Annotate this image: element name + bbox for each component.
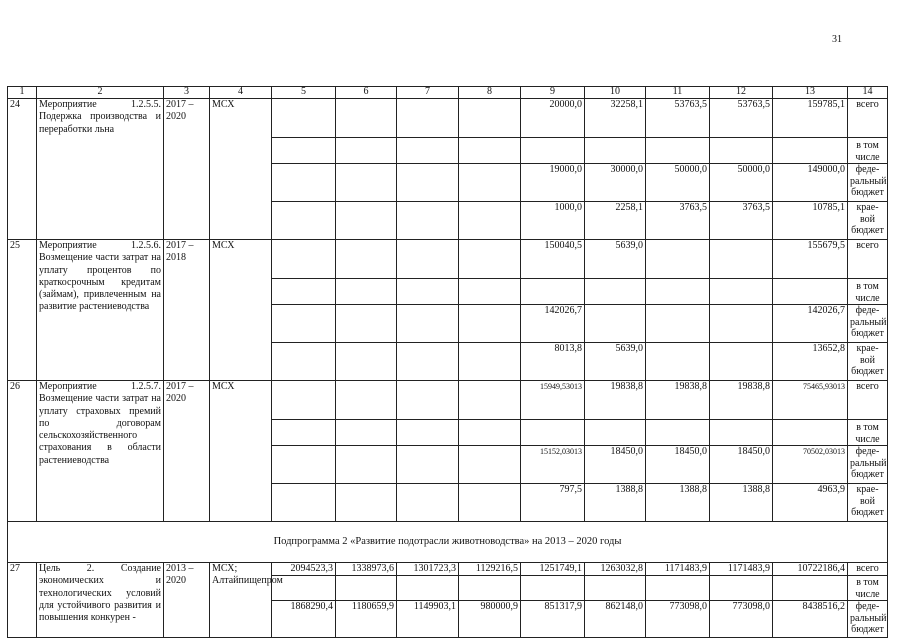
value-cell: 980000,9 [459,601,521,638]
table-row [8,99,888,138]
value-cell: 15152,03013 [521,446,585,484]
value-cell [521,279,585,305]
value-cell [646,305,710,343]
value-cell [459,240,521,279]
subprogram-row [8,522,888,563]
value-cell [336,420,397,446]
value-cell [459,484,521,522]
value-cell: 20000,0 [521,99,585,138]
value-cell: 1263032,8 [585,563,646,576]
value-cell: 773098,0 [646,601,710,638]
value-cell: 18450,0 [646,446,710,484]
period: 2017 – 2020 [164,99,210,240]
executor: МСХ [210,240,272,381]
value-cell [397,446,459,484]
value-cell [646,420,710,446]
value-cell [272,138,336,164]
value-cell [397,279,459,305]
header-cell: 4 [210,87,272,99]
executor: МСХ [210,99,272,240]
value-cell: 10722186,4 [773,563,848,576]
header-cell: 8 [459,87,521,99]
value-cell [272,164,336,202]
value-cell: 53763,5 [710,99,773,138]
value-cell [646,138,710,164]
value-cell [397,138,459,164]
value-cell: 159785,1 [773,99,848,138]
value-cell [773,420,848,446]
value-cell: 2094523,3 [272,563,336,576]
value-cell [272,279,336,305]
value-cell: 1171483,9 [646,563,710,576]
value-cell: 8013,8 [521,343,585,381]
page-number: 31 [832,34,842,45]
header-cell: 12 [710,87,773,99]
value-cell [710,279,773,305]
value-cell [459,164,521,202]
value-cell [272,381,336,420]
label-federal: феде- ральный бюджет [848,164,888,202]
value-cell [521,420,585,446]
value-cell [397,484,459,522]
value-cell [585,138,646,164]
value-cell [272,446,336,484]
label-federal: феде- ральный бюджет [848,601,888,638]
value-cell: 30000,0 [585,164,646,202]
value-cell: 50000,0 [646,164,710,202]
value-cell [459,99,521,138]
value-cell: 18450,0 [710,446,773,484]
value-cell [397,99,459,138]
label-total: всего [848,563,888,576]
budget-table [7,86,888,638]
value-cell: 1388,8 [646,484,710,522]
value-cell: 851317,9 [521,601,585,638]
value-cell [459,343,521,381]
value-cell [397,381,459,420]
executor: МСХ; Алтайпищепром [210,563,272,638]
label-federal: феде- ральный бюджет [848,305,888,343]
table-row [8,563,888,576]
value-cell [336,164,397,202]
value-cell: 1338973,6 [336,563,397,576]
value-cell [710,343,773,381]
value-cell: 19000,0 [521,164,585,202]
value-cell [710,305,773,343]
value-cell: 1868290,4 [272,601,336,638]
value-cell [710,138,773,164]
label-total: всего [848,240,888,279]
header-cell: 11 [646,87,710,99]
value-cell: 142026,7 [521,305,585,343]
value-cell [459,576,521,601]
label-including: в том числе [848,576,888,601]
value-cell: 53763,5 [646,99,710,138]
value-cell: 149000,0 [773,164,848,202]
goal-name: Цель 2. Создание экономических и технологических условий для устойчивого развития и повышения конкурен - [37,563,164,638]
value-cell [773,576,848,601]
value-cell [397,343,459,381]
value-cell [336,381,397,420]
value-cell [336,279,397,305]
value-cell [585,420,646,446]
value-cell [521,576,585,601]
value-cell [585,305,646,343]
value-cell: 8438516,2 [773,601,848,638]
value-cell [521,138,585,164]
measure-name: Мероприятие 1.2.5.7. Возмещение части затрат на уплату страховых премий по договорам сельскохозяйственного страхования в области растениеводства [37,381,164,522]
value-cell: 142026,7 [773,305,848,343]
executor: МСХ [210,381,272,522]
row-number: 25 [8,240,37,381]
label-total: всего [848,381,888,420]
value-cell [397,420,459,446]
label-including: в том числе [848,138,888,164]
value-cell [646,576,710,601]
value-cell [397,305,459,343]
value-cell: 15949,53013 [521,381,585,420]
value-cell [272,420,336,446]
period: 2017 – 2020 [164,381,210,522]
value-cell [459,381,521,420]
value-cell: 70502,03013 [773,446,848,484]
label-including: в том числе [848,279,888,305]
value-cell [773,279,848,305]
value-cell [710,576,773,601]
value-cell: 150040,5 [521,240,585,279]
value-cell: 10785,1 [773,202,848,240]
value-cell [336,576,397,601]
value-cell [459,446,521,484]
value-cell: 3763,5 [646,202,710,240]
value-cell: 1149903,1 [397,601,459,638]
value-cell [336,138,397,164]
value-cell [710,240,773,279]
header-cell: 2 [37,87,164,99]
header-cell: 7 [397,87,459,99]
value-cell: 32258,1 [585,99,646,138]
value-cell: 797,5 [521,484,585,522]
value-cell: 1171483,9 [710,563,773,576]
value-cell [459,279,521,305]
value-cell [336,99,397,138]
value-cell [397,240,459,279]
value-cell [773,138,848,164]
value-cell: 1180659,9 [336,601,397,638]
value-cell [272,484,336,522]
value-cell [646,343,710,381]
row-number: 26 [8,381,37,522]
value-cell [336,484,397,522]
label-total: всего [848,99,888,138]
value-cell: 1388,8 [710,484,773,522]
value-cell [397,576,459,601]
value-cell [336,343,397,381]
header-cell: 10 [585,87,646,99]
value-cell: 1129216,5 [459,563,521,576]
value-cell [646,279,710,305]
value-cell [585,279,646,305]
value-cell [459,202,521,240]
value-cell: 1301723,3 [397,563,459,576]
value-cell [272,305,336,343]
header-cell: 1 [8,87,37,99]
value-cell [646,240,710,279]
value-cell: 50000,0 [710,164,773,202]
value-cell [336,240,397,279]
header-cell: 13 [773,87,848,99]
value-cell [585,576,646,601]
value-cell: 1251749,1 [521,563,585,576]
value-cell [272,99,336,138]
value-cell [459,305,521,343]
value-cell [336,446,397,484]
label-including: в том числе [848,420,888,446]
value-cell: 18450,0 [585,446,646,484]
table-row [8,240,888,279]
value-cell [336,202,397,240]
label-regional: крае- вой бюджет [848,343,888,381]
value-cell [272,202,336,240]
value-cell: 1388,8 [585,484,646,522]
header-cell: 5 [272,87,336,99]
value-cell [336,305,397,343]
period: 2013 – 2020 [164,563,210,638]
value-cell: 19838,8 [585,381,646,420]
label-regional: крае- вой бюджет [848,484,888,522]
value-cell: 19838,8 [646,381,710,420]
measure-name: Мероприятие 1.2.5.6. Возмещение части затрат на уплату процентов по краткосрочным кредитам (займам), привлеченным на развитие растениеводства [37,240,164,381]
value-cell: 862148,0 [585,601,646,638]
value-cell: 13652,8 [773,343,848,381]
value-cell: 19838,8 [710,381,773,420]
header-cell: 14 [848,87,888,99]
row-number: 24 [8,99,37,240]
value-cell [272,240,336,279]
row-number: 27 [8,563,37,638]
value-cell [459,138,521,164]
value-cell: 4963,9 [773,484,848,522]
value-cell: 5639,0 [585,343,646,381]
header-row [8,87,888,99]
value-cell [272,343,336,381]
value-cell: 155679,5 [773,240,848,279]
header-cell: 6 [336,87,397,99]
measure-name: Мероприятие 1.2.5.5. Подержка производства и переработки льна [37,99,164,240]
period: 2017 – 2018 [164,240,210,381]
value-cell [710,420,773,446]
value-cell: 1000,0 [521,202,585,240]
value-cell [459,420,521,446]
header-cell: 3 [164,87,210,99]
value-cell: 773098,0 [710,601,773,638]
subprogram-title: Подпрограмма 2 «Развитие подотрасли животноводства» на 2013 – 2020 годы [8,522,888,563]
value-cell: 2258,1 [585,202,646,240]
value-cell [397,164,459,202]
header-cell: 9 [521,87,585,99]
value-cell: 3763,5 [710,202,773,240]
table-row [8,381,888,420]
value-cell: 5639,0 [585,240,646,279]
label-regional: крае- вой бюджет [848,202,888,240]
value-cell [397,202,459,240]
value-cell: 75465,93013 [773,381,848,420]
label-federal: феде- ральный бюджет [848,446,888,484]
